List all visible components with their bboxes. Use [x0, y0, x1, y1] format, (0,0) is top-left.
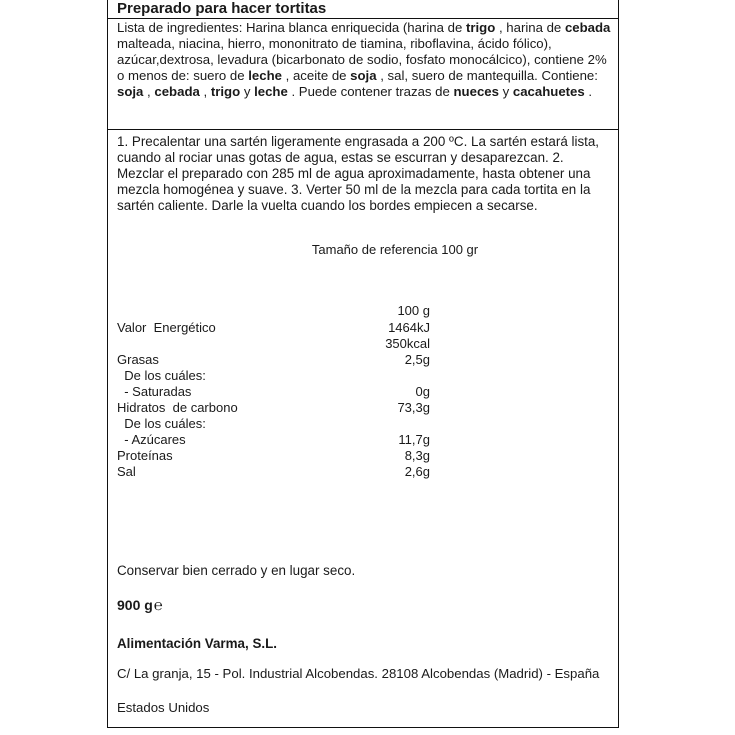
nutrition-reference-header: Tamaño de referencia 100 gr	[311, 242, 479, 257]
title-divider	[107, 18, 619, 19]
nutrition-value: 1464kJ	[388, 320, 430, 335]
allergen: leche	[254, 84, 288, 100]
net-weight-value: 900 g	[117, 597, 153, 613]
company-address: C/ La granja, 15 - Pol. Industrial Alcobendas. 28108 Alcobendas (Madrid) - España	[117, 666, 600, 681]
preparation-instructions: 1. Precalentar una sartén ligeramente engrasada a 200 ºC. La sartén estará lista, cuando al rociar unas gotas de agua, estas se escurran y desaparezcan. 2. Mezclar el preparado con 285 ml de agua aproximadamente, hasta obtener una mezcla homogénea y suave. 3. Verter 50 ml de la mezcla para cada tortita en la sartén caliente. Darle la vuelta cuando los bordes empiecen a secarse.	[117, 134, 600, 214]
storage-note: Conservar bien cerrado y en lugar seco.	[117, 563, 356, 578]
ingredients-divider	[107, 129, 619, 130]
nutrition-label: Proteínas	[117, 448, 173, 463]
nutrition-label: - Azúcares	[117, 432, 186, 447]
ingredient-text: , sal, suero de mantequilla. Contiene:	[376, 68, 598, 84]
nutrition-label: Grasas	[117, 352, 159, 367]
product-title: Preparado para hacer tortitas	[117, 0, 327, 17]
country-of-origin: Estados Unidos	[117, 700, 210, 715]
allergen: nueces	[453, 84, 499, 100]
allergen: trigo	[465, 20, 496, 35]
nutrition-label: De los cuáles:	[117, 416, 206, 431]
allergen: leche	[248, 68, 282, 84]
ingredient-text: Lista de ingredientes: Harina blanca enriquecida (harina de	[117, 20, 466, 35]
ingredient-text: malteada, niacina, hierro, mononitrato de tiamina, riboflavina, ácido fólico), azúcar,dextrosa, levadura (bicarbonato de sodio, fosfato monocálcico), contiene 2% o menos de: suero de	[117, 36, 607, 84]
net-weight	[117, 596, 163, 615]
ingredient-text: y	[240, 84, 255, 100]
nutrition-value: 73,3g	[397, 400, 430, 415]
allergen: cebada	[564, 20, 611, 35]
ingredient-text: y	[498, 84, 513, 100]
nutrition-column-header: 100 g	[397, 303, 430, 318]
nutrition-label: Sal	[117, 464, 136, 479]
ingredient-text: , aceite de	[281, 68, 351, 84]
ingredient-text: . Puede contener trazas de	[287, 84, 454, 100]
nutrition-value: 8,3g	[404, 448, 430, 463]
nutrition-label: - Saturadas	[117, 384, 192, 399]
allergen: cacahuetes	[512, 84, 585, 100]
company-name: Alimentación Varma, S.L.	[117, 636, 277, 651]
ingredient-text: ,	[199, 84, 211, 100]
nutrition-label: De los cuáles:	[117, 368, 206, 383]
ingredients-list	[117, 20, 612, 100]
nutrition-value: 2,6g	[404, 464, 430, 479]
allergen: cebada	[154, 84, 200, 100]
nutrition-value: 2,5g	[404, 352, 430, 367]
allergen: soja	[117, 84, 144, 100]
nutrition-value: 0g	[415, 384, 430, 399]
nutrition-label: Valor Energético	[117, 320, 216, 335]
nutrition-label: Hidratos de carbono	[117, 400, 238, 415]
allergen: soja	[350, 68, 377, 84]
estimated-sign-icon: ℮	[153, 597, 163, 614]
ingredient-text: , harina de	[495, 20, 565, 35]
nutrition-value: 11,7g	[398, 432, 430, 447]
allergen: trigo	[210, 84, 241, 100]
ingredient-text: ,	[143, 84, 155, 100]
nutrition-value: 350kcal	[385, 336, 430, 351]
ingredient-text: .	[584, 84, 593, 100]
